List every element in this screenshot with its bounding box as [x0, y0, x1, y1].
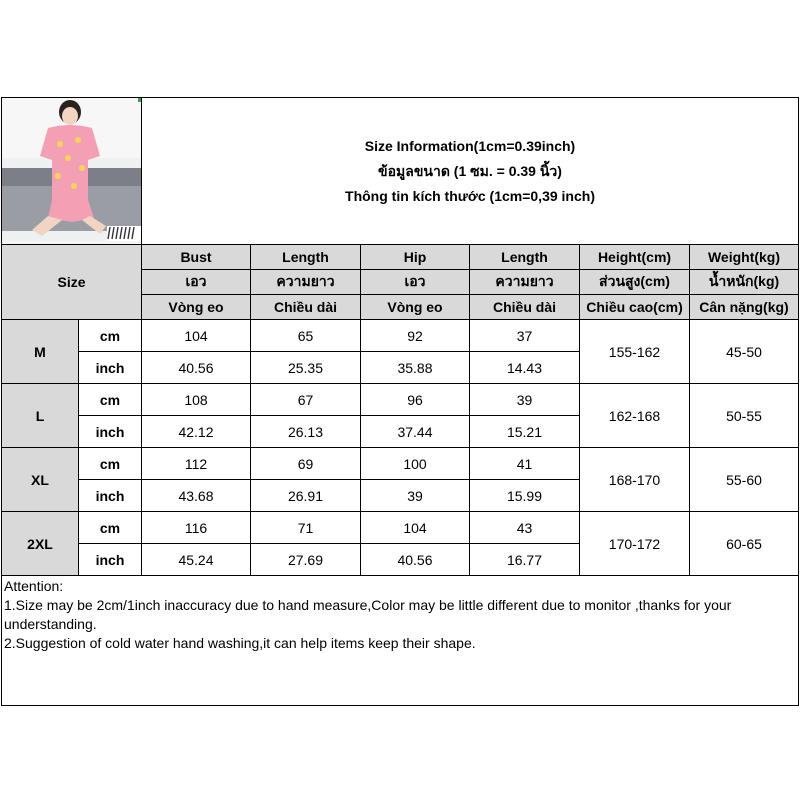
column-header-th: เอว [142, 270, 251, 295]
column-header-th: น้ำหนัก(kg) [690, 270, 799, 295]
measure-cell: 35.88 [361, 352, 470, 384]
measure-cell: 37 [470, 320, 580, 352]
column-header-en: Weight(kg) [690, 245, 799, 270]
measure-cell: 45.24 [142, 544, 251, 576]
measure-cell: 42.12 [142, 416, 251, 448]
product-photo [2, 98, 142, 245]
size-name-cell: 2XL [2, 512, 79, 576]
column-header-th: ความยาว [470, 270, 580, 295]
measure-cell: 43 [470, 512, 580, 544]
measure-cell: 65 [251, 320, 361, 352]
measure-cell: 40.56 [142, 352, 251, 384]
weight-cell: 45-50 [690, 320, 799, 384]
column-header-th: เอว [361, 270, 470, 295]
size-name-cell: L [2, 384, 79, 448]
measure-cell: 71 [251, 512, 361, 544]
unit-cell: cm [79, 512, 142, 544]
unit-cell: cm [79, 320, 142, 352]
measure-cell: 112 [142, 448, 251, 480]
height-cell: 162-168 [580, 384, 690, 448]
measure-cell: 41 [470, 448, 580, 480]
size-table [1, 97, 799, 706]
column-header-en: Hip [361, 245, 470, 270]
measure-cell: 43.68 [142, 480, 251, 512]
weight-cell: 55-60 [690, 448, 799, 512]
measure-cell: 67 [251, 384, 361, 416]
measure-cell: 15.21 [470, 416, 580, 448]
unit-cell: inch [79, 480, 142, 512]
column-header-vi: Cân nặng(kg) [690, 295, 799, 320]
column-header-vi: Vòng eo [142, 295, 251, 320]
measure-cell: 16.77 [470, 544, 580, 576]
attention-note-2: 2.Suggestion of cold water hand washing,it can help items keep their shape. [4, 635, 476, 651]
column-header-en: Height(cm) [580, 245, 690, 270]
table-row [2, 448, 799, 480]
column-header-th: ความยาว [251, 270, 361, 295]
column-header-vi: Chiều dài [251, 295, 361, 320]
measure-cell: 26.91 [251, 480, 361, 512]
measure-cell: 14.43 [470, 352, 580, 384]
size-name-cell: M [2, 320, 79, 384]
table-row [2, 512, 799, 544]
column-header-en: Length [251, 245, 361, 270]
column-header-vi: Vòng eo [361, 295, 470, 320]
table-row [2, 320, 799, 352]
measure-cell: 96 [361, 384, 470, 416]
measure-cell: 26.13 [251, 416, 361, 448]
attention-note-1: 1.Size may be 2cm/1inch inaccuracy due to hand measure,Color may be little different due to monitor ,thanks for your understanding. [4, 597, 732, 632]
column-header-th: ส่วนสูง(cm) [580, 270, 690, 295]
measure-cell: 108 [142, 384, 251, 416]
unit-cell: cm [79, 384, 142, 416]
attention-notes [2, 576, 799, 706]
column-header-vi: Chiều cao(cm) [580, 295, 690, 320]
size-chart [1, 97, 798, 706]
measure-cell: 100 [361, 448, 470, 480]
size-info-thai: ข้อมูลขนาด (1 ซม. = 0.39 นิ้ว) [378, 162, 562, 179]
size-info-vietnamese: Thông tin kích thước (1cm=0,39 inch) [345, 187, 595, 204]
height-cell: 155-162 [580, 320, 690, 384]
measure-cell: 104 [142, 320, 251, 352]
height-cell: 168-170 [580, 448, 690, 512]
weight-cell: 60-65 [690, 512, 799, 576]
measure-cell: 39 [470, 384, 580, 416]
unit-cell: inch [79, 416, 142, 448]
unit-cell: inch [79, 544, 142, 576]
unit-cell: cm [79, 448, 142, 480]
table-row [2, 384, 799, 416]
size-column-header: Size [2, 245, 142, 320]
measure-cell: 37.44 [361, 416, 470, 448]
measure-cell: 15.99 [470, 480, 580, 512]
height-cell: 170-172 [580, 512, 690, 576]
size-info-english: Size Information(1cm=0.39inch) [364, 137, 576, 154]
size-name-cell: XL [2, 448, 79, 512]
measure-cell: 40.56 [361, 544, 470, 576]
measure-cell: 25.35 [251, 352, 361, 384]
size-info-header [142, 98, 799, 245]
attention-title: Attention: [4, 578, 64, 594]
column-header-en: Bust [142, 245, 251, 270]
weight-cell: 50-55 [690, 384, 799, 448]
measure-cell: 92 [361, 320, 470, 352]
column-header-en: Length [470, 245, 580, 270]
measure-cell: 27.69 [251, 544, 361, 576]
unit-cell: inch [79, 352, 142, 384]
measure-cell: 69 [251, 448, 361, 480]
measure-cell: 104 [361, 512, 470, 544]
column-header-vi: Chiều dài [470, 295, 580, 320]
measure-cell: 116 [142, 512, 251, 544]
measure-cell: 39 [361, 480, 470, 512]
product-photo-icon [2, 98, 141, 241]
